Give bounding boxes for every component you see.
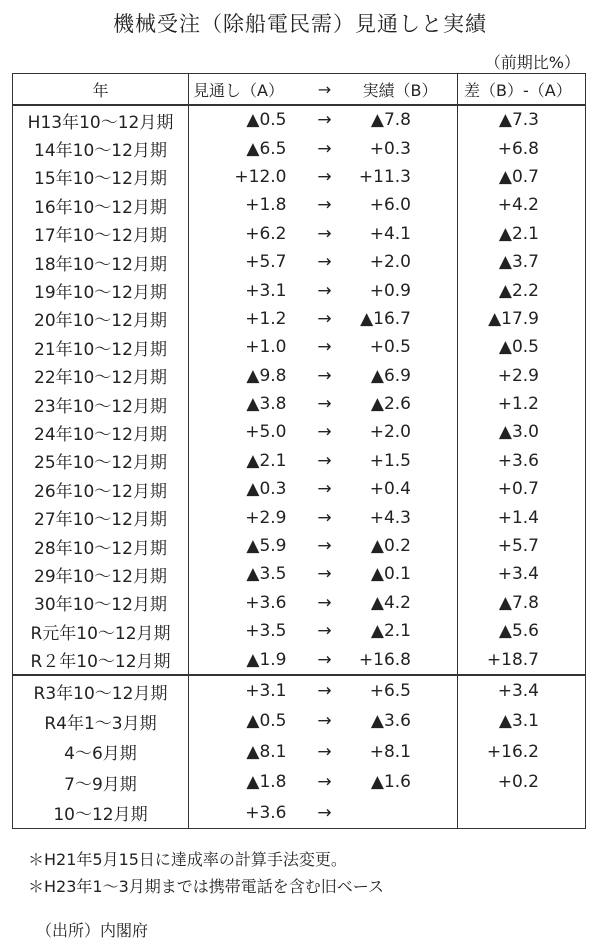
forecast-vs-actual-table (12, 73, 586, 829)
arrow-cell: → (317, 166, 332, 187)
diff-cell: ▲0.5 (458, 333, 586, 361)
arrow-cell: → (317, 536, 332, 557)
plan-cell: +3.1 (189, 675, 303, 706)
plan-cell: ▲2.1 (189, 447, 303, 475)
actual-cell: +0.3 (347, 134, 458, 162)
table-row (13, 105, 586, 134)
table-row (13, 645, 586, 674)
period-cell: 18年10～12月期 (13, 248, 189, 276)
plan-cell: ▲1.9 (189, 645, 303, 674)
arrow-cell: → (317, 394, 332, 415)
table-row (13, 191, 586, 219)
diff-cell: +6.8 (458, 134, 586, 162)
period-cell: 24年10～12月期 (13, 418, 189, 446)
period-cell: H13年10～12月期 (13, 105, 189, 134)
diff-cell: +5.7 (458, 532, 586, 560)
period-cell: R4年1～3月期 (13, 706, 189, 736)
arrow-cell: → (317, 138, 332, 159)
actual-cell: +4.3 (347, 503, 458, 531)
diff-cell: ▲3.7 (458, 248, 586, 276)
actual-cell: +0.4 (347, 475, 458, 503)
actual-cell: +16.8 (347, 645, 458, 674)
arrow-cell: → (317, 223, 332, 244)
footnote-old-basis: ＊H23年1～3月期までは携帯電話を含む旧ベース (28, 877, 384, 896)
actual-cell: +4.1 (347, 220, 458, 248)
plan-cell: +2.9 (189, 503, 303, 531)
plan-cell: ▲0.5 (189, 706, 303, 736)
table-row (13, 589, 586, 617)
diff-cell: ▲2.1 (458, 220, 586, 248)
period-cell: 16年10～12月期 (13, 191, 189, 219)
period-cell: 21年10～12月期 (13, 333, 189, 361)
header-plan: 見通し（A） (189, 74, 303, 106)
plan-cell: ▲9.8 (189, 362, 303, 390)
table-row (13, 418, 586, 446)
actual-cell: ▲4.2 (347, 589, 458, 617)
arrow-cell: → (303, 797, 347, 828)
plan-cell: ▲0.5 (189, 105, 303, 134)
actual-cell: ▲6.9 (347, 362, 458, 390)
header-actual: 実績（B） (347, 74, 458, 106)
actual-cell: +0.9 (347, 276, 458, 304)
diff-cell: +3.4 (458, 560, 586, 588)
table-row (13, 362, 586, 390)
actual-cell: +1.5 (347, 447, 458, 475)
actual-cell: +0.5 (347, 333, 458, 361)
actual-cell: +8.1 (347, 737, 458, 767)
diff-cell: +1.4 (458, 503, 586, 531)
plan-cell: +5.0 (189, 418, 303, 446)
table-row (13, 737, 586, 767)
diff-cell: ▲7.3 (458, 105, 586, 134)
arrow-cell: → (317, 110, 332, 131)
period-cell: 29年10～12月期 (13, 560, 189, 588)
plan-cell: ▲3.5 (189, 560, 303, 588)
actual-cell: ▲2.6 (347, 390, 458, 418)
plan-cell: ▲5.9 (189, 532, 303, 560)
diff-cell: +3.6 (458, 447, 586, 475)
period-cell: 10～12月期 (13, 797, 189, 828)
plan-cell: +3.6 (189, 589, 303, 617)
table-row (13, 797, 586, 828)
period-cell: 28年10～12月期 (13, 532, 189, 560)
actual-cell: ▲7.8 (347, 105, 458, 134)
header-year: 年 (13, 74, 189, 106)
arrow-cell: → (317, 450, 332, 471)
arrow-cell: → (317, 772, 332, 793)
arrow-cell: → (303, 675, 347, 706)
period-cell: 19年10～12月期 (13, 276, 189, 304)
arrow-cell: → (317, 337, 332, 358)
plan-cell: ▲0.3 (189, 475, 303, 503)
period-cell: 4～6月期 (13, 737, 189, 767)
diff-cell: +1.2 (458, 390, 586, 418)
diff-cell: ▲0.7 (458, 163, 586, 191)
table-row (13, 248, 586, 276)
actual-cell: ▲16.7 (347, 305, 458, 333)
table-row (13, 220, 586, 248)
plan-cell: ▲1.8 (189, 767, 303, 797)
plan-cell: +6.2 (189, 220, 303, 248)
diff-cell: ▲2.2 (458, 276, 586, 304)
period-cell: 20年10～12月期 (13, 305, 189, 333)
arrow-cell: → (317, 621, 332, 642)
table-row (13, 163, 586, 191)
period-cell: R元年10～12月期 (13, 617, 189, 645)
arrow-cell: → (317, 308, 332, 329)
plan-cell: +3.1 (189, 276, 303, 304)
actual-cell: ▲0.2 (347, 532, 458, 560)
period-cell: 27年10～12月期 (13, 503, 189, 531)
plan-cell: ▲6.5 (189, 134, 303, 162)
page-title: 機械受注（除船電民需）見通しと実績 (113, 12, 487, 36)
arrow-cell: → (317, 592, 332, 613)
arrow-cell: → (317, 195, 332, 216)
diff-cell (458, 797, 586, 828)
diff-cell: +0.7 (458, 475, 586, 503)
arrow-cell: → (317, 741, 332, 762)
table-row (13, 532, 586, 560)
actual-cell: ▲1.6 (347, 767, 458, 797)
arrow-cell: → (317, 479, 332, 500)
diff-cell: ▲3.1 (458, 706, 586, 736)
period-cell: 30年10～12月期 (13, 589, 189, 617)
diff-cell: +4.2 (458, 191, 586, 219)
arrow-cell: → (317, 564, 332, 585)
period-cell: 23年10～12月期 (13, 390, 189, 418)
plan-cell: +1.8 (189, 191, 303, 219)
header-diff: 差（B）-（A） (458, 74, 586, 106)
table-row (13, 333, 586, 361)
table-row (13, 134, 586, 162)
diff-cell: ▲17.9 (458, 305, 586, 333)
table-row (13, 706, 586, 736)
actual-cell: ▲0.1 (347, 560, 458, 588)
table-row (13, 503, 586, 531)
header-arrow: → (303, 74, 347, 106)
plan-cell: +1.0 (189, 333, 303, 361)
diff-cell: +3.4 (458, 675, 586, 706)
actual-cell: +11.3 (347, 163, 458, 191)
table-row (13, 276, 586, 304)
table-row (13, 475, 586, 503)
plan-cell: +12.0 (189, 163, 303, 191)
actual-cell: ▲3.6 (347, 706, 458, 736)
table-row (13, 390, 586, 418)
arrow-cell: → (317, 252, 332, 273)
actual-cell: +6.5 (347, 675, 458, 706)
table-body-quarterly-history (13, 105, 586, 675)
footnote-calculation-change: ＊H21年5月15日に達成率の計算手法変更。 (28, 850, 347, 869)
arrow-cell: → (317, 365, 332, 386)
header-row (13, 74, 586, 106)
diff-cell: ▲5.6 (458, 617, 586, 645)
period-cell: 15年10～12月期 (13, 163, 189, 191)
plan-cell: +3.5 (189, 617, 303, 645)
plan-cell: ▲8.1 (189, 737, 303, 767)
plan-cell: +3.6 (189, 797, 303, 828)
diff-cell: ▲7.8 (458, 589, 586, 617)
arrow-cell: → (317, 280, 332, 301)
actual-cell: ▲2.1 (347, 617, 458, 645)
table-row (13, 767, 586, 797)
table-row (13, 447, 586, 475)
period-cell: 26年10～12月期 (13, 475, 189, 503)
plan-cell: ▲3.8 (189, 390, 303, 418)
diff-cell: +2.9 (458, 362, 586, 390)
table-row (13, 305, 586, 333)
arrow-cell: → (317, 507, 332, 528)
arrow-cell: → (317, 711, 332, 732)
actual-cell: +2.0 (347, 418, 458, 446)
period-cell: 25年10～12月期 (13, 447, 189, 475)
unit-label: （前期比%） (484, 53, 580, 72)
table-row (13, 560, 586, 588)
period-cell: 17年10～12月期 (13, 220, 189, 248)
period-cell: 14年10～12月期 (13, 134, 189, 162)
plan-cell: +5.7 (189, 248, 303, 276)
table-body-recent (13, 675, 586, 828)
actual-cell: +2.0 (347, 248, 458, 276)
table-row (13, 617, 586, 645)
plan-cell: +1.2 (189, 305, 303, 333)
period-cell: 7～9月期 (13, 767, 189, 797)
diff-cell: +16.2 (458, 737, 586, 767)
diff-cell: ▲3.0 (458, 418, 586, 446)
period-cell: 22年10～12月期 (13, 362, 189, 390)
actual-cell: +6.0 (347, 191, 458, 219)
table-row (13, 675, 586, 706)
diff-cell: +0.2 (458, 767, 586, 797)
diff-cell: +18.7 (458, 645, 586, 674)
period-cell: R3年10～12月期 (13, 675, 189, 706)
actual-cell (347, 797, 458, 828)
arrow-cell: → (317, 649, 332, 670)
arrow-cell: → (317, 422, 332, 443)
period-cell: R２年10～12月期 (13, 645, 189, 674)
source-label: （出所）内閣府 (36, 921, 149, 940)
